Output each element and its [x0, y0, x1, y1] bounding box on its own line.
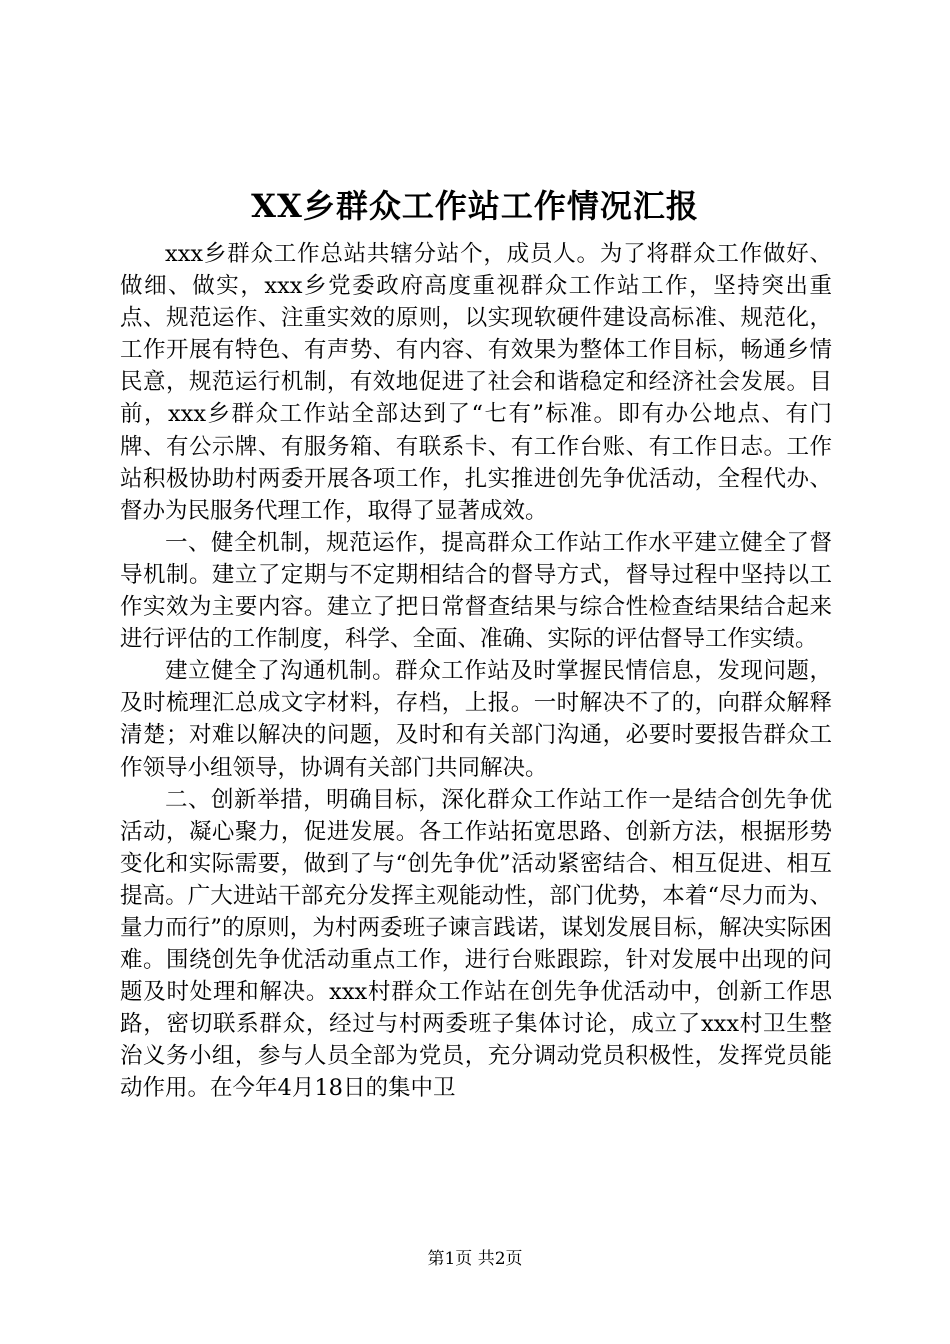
paragraph-section-1: 一、健全机制，规范运作，提高群众工作站工作水平建立健全了督导机制。建立了定期与不定期相结合的督导方式，督导过程中坚持以工作实效为主要内容。建立了把日常督查结果与综合性检查结果结合起来进行评估的工作制度，科学、全面、准确、实际的评估督导工作实绩。 — [120, 529, 832, 653]
paragraph-intro: xxx乡群众工作总站共辖分站个，成员人。为了将群众工作做好、做细、做实，xxx乡党委政府高度重视群众工作站工作，坚持突出重点、规范运作、注重实效的原则，以实现软硬件建设高标准、规范化，工作开展有特色、有声势、有内容、有效果为整体工作目标，畅通乡情民意，规范运行机制，有效地促进了社会和谐稳定和经济社会发展。目前，xxx乡群众工作站全部达到了“七有”标准。即有办公地点、有门牌、有公示牌、有服务箱、有联系卡、有工作台账、有工作日志。工作站积极协助村两委开展各项工作，扎实推进创先争优活动，全程代办、督办为民服务代理工作，取得了显著成效。 — [120, 241, 832, 524]
document-body — [120, 238, 832, 1105]
paragraph-section-2: 二、创新举措，明确目标，深化群众工作站工作一是结合创先争优活动，凝心聚力，促进发展。各工作站拓宽思路、创新方法，根据形势变化和实际需要，做到了与“创先争优”活动紧密结合、相互促进、相互提高。广大进站干部充分发挥主观能动性，部门优势，本着“尽力而为、量力而行”的原则，为村两委班子谏言践诺，谋划发展目标，解决实际困难。围绕创先争优活动重点工作，进行台账跟踪，针对发展中出现的问题及时处理和解决。xxx村群众工作站在创先争优活动中，创新工作思路，密切联系群众，经过与村两委班子集体讨论，成立了xxx村卫生整治义务小组，参与人员全部为党员，充分调动党员积极性，发挥党员能动作用。在今年4月18日的集中卫 — [120, 786, 832, 1102]
paragraph-communication: 建立健全了沟通机制。群众工作站及时掌握民情信息，发现问题，及时梳理汇总成文字材料，存档，上报。一时解决不了的，向群众解释清楚；对难以解决的问题，及时和有关部门沟通，必要时要报告群众工作领导小组领导，协调有关部门共同解决。 — [120, 658, 832, 781]
document-title: XX乡群众工作站工作情况汇报 — [251, 187, 699, 225]
page-footer: 第1页 共2页 — [427, 1249, 523, 1269]
